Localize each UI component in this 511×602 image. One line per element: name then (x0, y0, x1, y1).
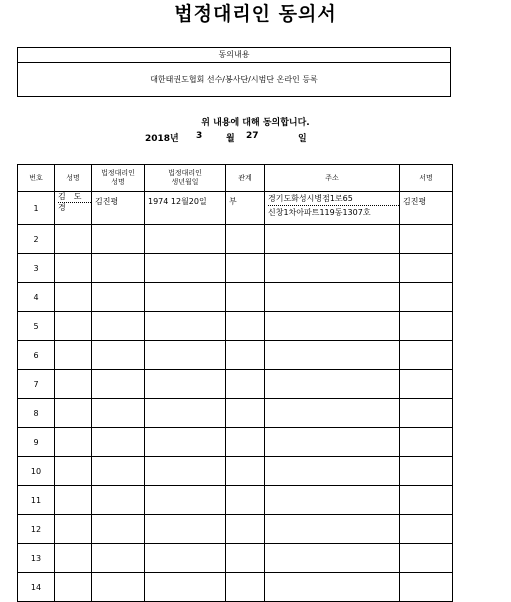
table-row (18, 428, 453, 457)
relation-cell (226, 225, 265, 254)
date-day: 27 (246, 131, 259, 141)
address-cell (265, 192, 400, 225)
guardian-birth-cell (145, 515, 226, 544)
relation-cell (226, 312, 265, 341)
address-cell (265, 399, 400, 428)
student-name-cell (55, 428, 92, 457)
student-name-cell (55, 341, 92, 370)
header-guardian-birth: 법정대리인 생년월일 (145, 165, 226, 192)
row-number: 7 (18, 370, 55, 399)
signature-cell (400, 283, 453, 312)
signature-cell (400, 544, 453, 573)
header-no: 번호 (18, 165, 55, 192)
row-number: 3 (18, 254, 55, 283)
table-row (18, 254, 453, 283)
table-row (18, 573, 453, 602)
guardian-birth-cell (145, 399, 226, 428)
address-cell (265, 544, 400, 573)
guardian-birth-cell: 1974 12월20일 (145, 192, 226, 225)
header-name: 성명 (55, 165, 92, 192)
address-line1: 경기도화성시병점1로65 (268, 192, 399, 206)
row-number: 6 (18, 341, 55, 370)
student-name-cell (55, 225, 92, 254)
row-number: 10 (18, 457, 55, 486)
student-name-cell (55, 312, 92, 341)
guardian-name-cell: 김진평 (92, 192, 145, 225)
header-signature: 서명 (400, 165, 453, 192)
row-number: 4 (18, 283, 55, 312)
relation-cell (226, 341, 265, 370)
guardian-name-cell (92, 428, 145, 457)
address-line2: 신창1차아파트119동1307호 (268, 208, 371, 217)
signature-cell (400, 486, 453, 515)
guardian-birth-cell (145, 486, 226, 515)
address-cell (265, 254, 400, 283)
table-row (18, 399, 453, 428)
table-row (18, 486, 453, 515)
guardian-name-cell (92, 370, 145, 399)
table-row (18, 544, 453, 573)
guardian-birth-cell (145, 370, 226, 399)
guardian-name-cell (92, 254, 145, 283)
header-guardian-name: 법정대리인 성명 (92, 165, 145, 192)
relation-cell (226, 544, 265, 573)
student-name-line2: 경 (58, 203, 66, 212)
relation-cell (226, 254, 265, 283)
table-row (18, 457, 453, 486)
row-number: 1 (18, 192, 55, 225)
student-name-cell (55, 283, 92, 312)
signature-cell (400, 370, 453, 399)
date-year: 2018년 (145, 134, 179, 144)
date-line (0, 131, 511, 145)
relation-cell (226, 370, 265, 399)
address-cell (265, 486, 400, 515)
relation-cell (226, 428, 265, 457)
student-name-cell (55, 370, 92, 399)
guardian-name-cell (92, 399, 145, 428)
guardian-name-cell (92, 225, 145, 254)
signature-cell (400, 341, 453, 370)
guardian-birth-cell (145, 544, 226, 573)
guardian-name-cell (92, 312, 145, 341)
student-name-cell (55, 573, 92, 602)
date-day-unit: 일 (298, 134, 307, 144)
consent-content: 대한태권도협회 선수/봉사단/시범단 온라인 등록 (150, 75, 318, 84)
row-number: 11 (18, 486, 55, 515)
relation-cell (226, 283, 265, 312)
guardian-birth-cell (145, 283, 226, 312)
date-month-unit: 월 (226, 134, 235, 144)
signature-cell (400, 515, 453, 544)
relation-cell (226, 486, 265, 515)
guardian-birth-cell (145, 225, 226, 254)
guardian-birth-cell (145, 341, 226, 370)
row-number: 9 (18, 428, 55, 457)
address-cell (265, 283, 400, 312)
address-cell (265, 428, 400, 457)
relation-cell (226, 399, 265, 428)
relation-cell (226, 515, 265, 544)
guardian-name-cell (92, 544, 145, 573)
signature-cell (400, 254, 453, 283)
signature-cell: 김진평 (400, 192, 453, 225)
student-name-cell (55, 399, 92, 428)
row-number: 13 (18, 544, 55, 573)
guardian-table (17, 164, 453, 602)
row-number: 14 (18, 573, 55, 602)
student-name-cell (55, 544, 92, 573)
student-name-cell (55, 486, 92, 515)
guardian-name-cell (92, 283, 145, 312)
address-cell (265, 457, 400, 486)
student-name-cell (55, 192, 92, 225)
signature-cell (400, 399, 453, 428)
guardian-name-cell (92, 341, 145, 370)
signature-cell (400, 225, 453, 254)
guardian-birth-cell (145, 254, 226, 283)
address-cell (265, 225, 400, 254)
guardian-name-cell (92, 486, 145, 515)
relation-cell (226, 573, 265, 602)
guardian-birth-cell (145, 457, 226, 486)
agree-statement: 위 내용에 대해 동의합니다. (201, 118, 310, 128)
student-name-cell (55, 515, 92, 544)
relation-cell: 부 (226, 192, 265, 225)
guardian-name-cell (92, 573, 145, 602)
row-number: 2 (18, 225, 55, 254)
table-row (18, 225, 453, 254)
student-name-cell (55, 457, 92, 486)
student-name-cell (55, 254, 92, 283)
guardian-birth-cell (145, 428, 226, 457)
signature-cell (400, 457, 453, 486)
address-cell (265, 515, 400, 544)
address-cell (265, 573, 400, 602)
table-row (18, 515, 453, 544)
row-number: 12 (18, 515, 55, 544)
table-row (18, 192, 453, 225)
table-row (18, 341, 453, 370)
table-row (18, 283, 453, 312)
row-number: 5 (18, 312, 55, 341)
student-name-line1: 김 도 (58, 192, 91, 203)
table-row (18, 370, 453, 399)
signature-cell (400, 312, 453, 341)
signature-cell (400, 573, 453, 602)
table-header-row (18, 165, 453, 192)
address-cell (265, 341, 400, 370)
consent-box (17, 47, 451, 97)
header-address: 주소 (265, 165, 400, 192)
guardian-name-cell (92, 457, 145, 486)
row-number: 8 (18, 399, 55, 428)
date-month: 3 (196, 131, 203, 141)
relation-cell (226, 457, 265, 486)
guardian-name-cell (92, 515, 145, 544)
address-cell (265, 370, 400, 399)
guardian-birth-cell (145, 573, 226, 602)
signature-cell (400, 428, 453, 457)
header-relation: 관계 (226, 165, 265, 192)
table-row (18, 312, 453, 341)
guardian-birth-cell (145, 312, 226, 341)
document-title: 법정대리인 동의서 (174, 3, 337, 25)
consent-header: 동의내용 (18, 48, 450, 63)
address-cell (265, 312, 400, 341)
